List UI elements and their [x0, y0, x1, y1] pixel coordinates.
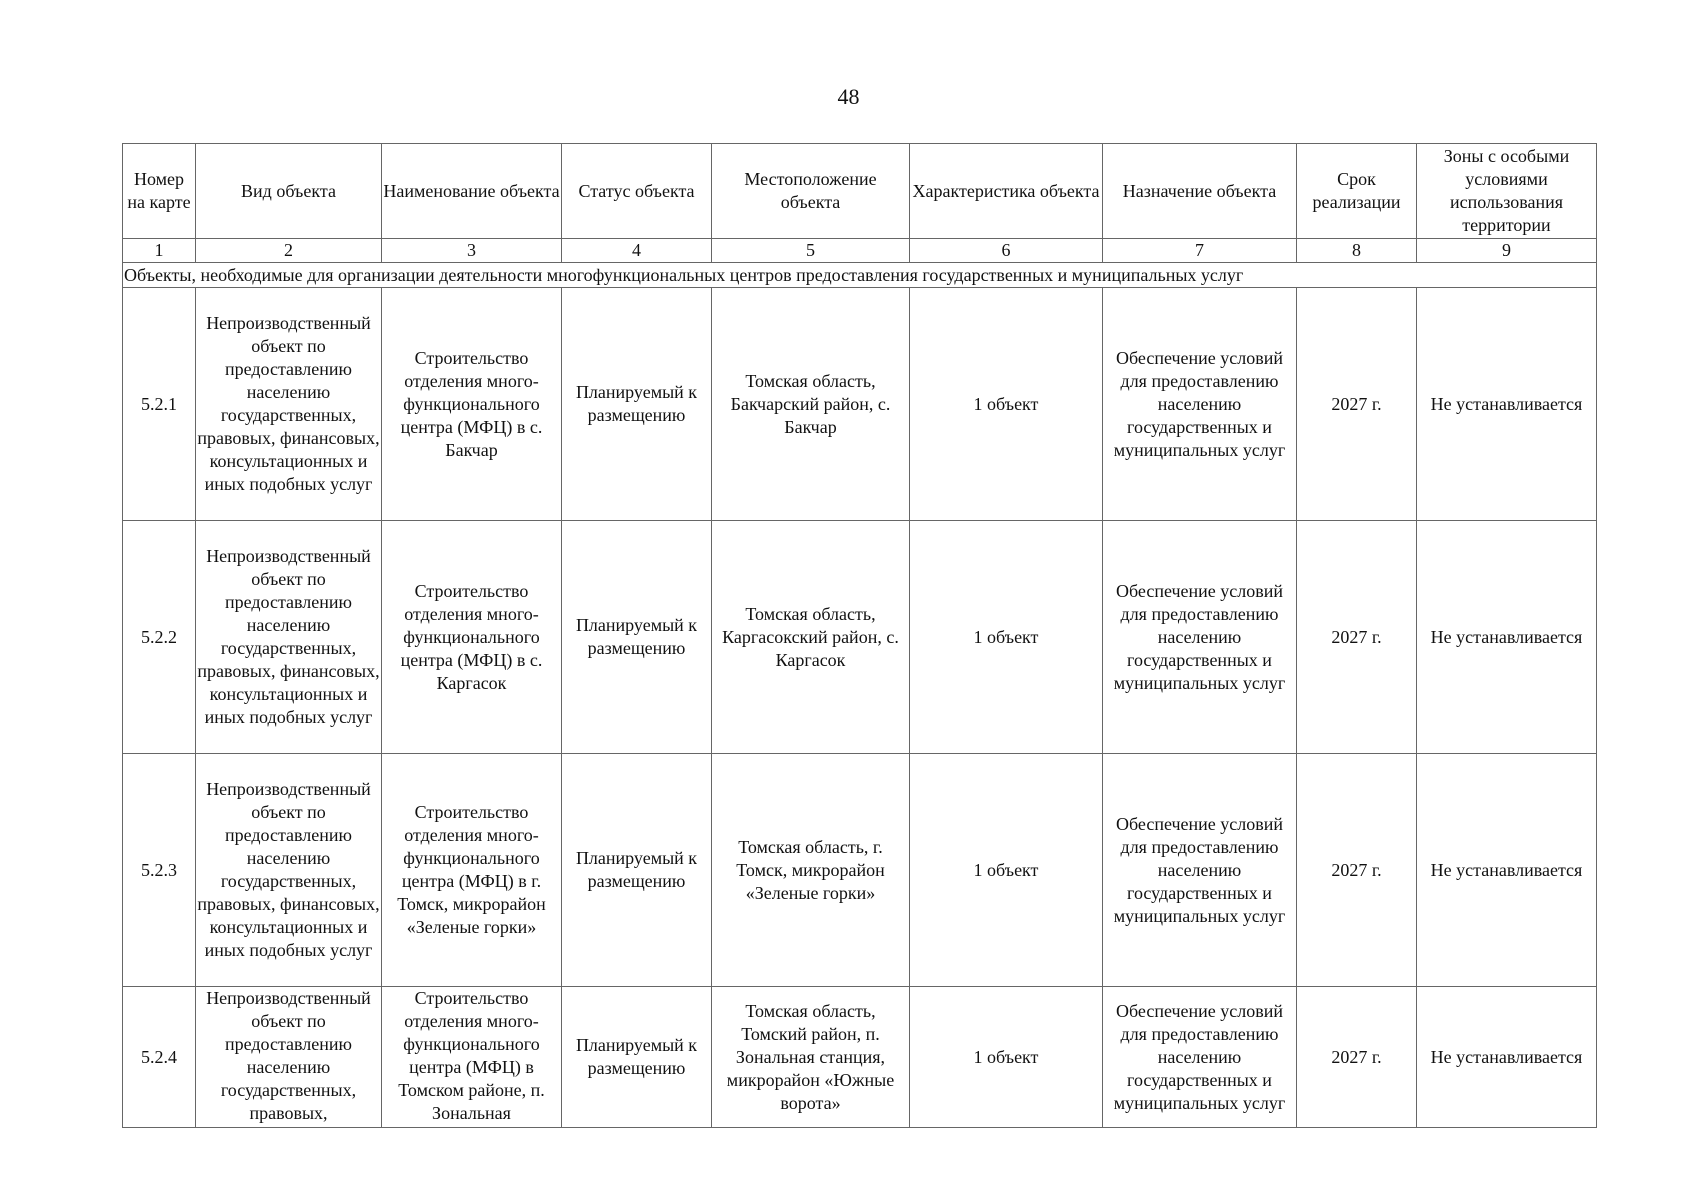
cell-term: 2027 г.: [1297, 521, 1417, 754]
cell-name: Строительство отделения много-функционального центра (МФЦ) в г. Томск, микрорайон «Зеленые горки»: [382, 754, 562, 987]
cell-location: Томская область, г. Томск, микрорайон «Зеленые горки»: [712, 754, 910, 987]
cell-purpose: Обеспечение условий для предоставлению населению государственных и муниципальных услуг: [1103, 754, 1297, 987]
cell-kind: Непроизводственный объект по предоставлению населению государственных, правовых,: [196, 987, 382, 1128]
header-cell: Назначение объекта: [1103, 144, 1297, 239]
column-number: 5: [712, 239, 910, 263]
cell-status: Планируемый к размещению: [562, 288, 712, 521]
column-number: 6: [910, 239, 1103, 263]
cell-name: Строительство отделения много-функционального центра (МФЦ) в с. Каргасок: [382, 521, 562, 754]
cell-kind: Непроизводственный объект по предоставлению населению государственных, правовых, финансовых, консультационных и иных подобных услуг: [196, 521, 382, 754]
header-cell: Наименование объекта: [382, 144, 562, 239]
header-cell: Зоны с особыми условиями использования территории: [1417, 144, 1597, 239]
cell-location: Томская область, Каргасокский район, с. Каргасок: [712, 521, 910, 754]
table-row: [123, 521, 1597, 754]
column-number: 3: [382, 239, 562, 263]
cell-status: Планируемый к размещению: [562, 521, 712, 754]
table-row: [123, 288, 1597, 521]
cell-kind: Непроизводственный объект по предоставлению населению государственных, правовых, финансовых, консультационных и иных подобных услуг: [196, 288, 382, 521]
table-header-row: [123, 144, 1597, 239]
column-number-row: [123, 239, 1597, 263]
cell-number: 5.2.2: [123, 521, 196, 754]
cell-status: Планируемый к размещению: [562, 754, 712, 987]
cell-purpose: Обеспечение условий для предоставлению населению государственных и муниципальных услуг: [1103, 521, 1297, 754]
cell-status: Планируемый к размещению: [562, 987, 712, 1128]
cell-term: 2027 г.: [1297, 754, 1417, 987]
header-cell: Вид объекта: [196, 144, 382, 239]
cell-number: 5.2.4: [123, 987, 196, 1128]
cell-characteristic: 1 объект: [910, 521, 1103, 754]
cell-zones: Не устанавливается: [1417, 754, 1597, 987]
table-row: [123, 987, 1597, 1128]
header-cell: Срок реализации: [1297, 144, 1417, 239]
cell-name: Строительство отделения много-функционального центра (МФЦ) в Томском районе, п. Зональная: [382, 987, 562, 1128]
cell-term: 2027 г.: [1297, 288, 1417, 521]
header-cell: Статус объекта: [562, 144, 712, 239]
column-number: 7: [1103, 239, 1297, 263]
cell-purpose: Обеспечение условий для предоставлению населению государственных и муниципальных услуг: [1103, 288, 1297, 521]
page-number: 48: [837, 84, 860, 109]
column-number: 4: [562, 239, 712, 263]
cell-name: Строительство отделения много-функционального центра (МФЦ) в с. Бакчар: [382, 288, 562, 521]
column-number: 2: [196, 239, 382, 263]
cell-location: Томская область, Томский район, п. Зональная станция, микрорайон «Южные ворота»: [712, 987, 910, 1128]
cell-number: 5.2.3: [123, 754, 196, 987]
cell-zones: Не устанавливается: [1417, 987, 1597, 1128]
cell-purpose: Обеспечение условий для предоставлению населению государственных и муниципальных услуг: [1103, 987, 1297, 1128]
cell-kind: Непроизводственный объект по предоставлению населению государственных, правовых, финансовых, консультационных и иных подобных услуг: [196, 754, 382, 987]
objects-table: [122, 143, 1597, 1128]
table-row: [123, 754, 1597, 987]
section-row: [123, 263, 1597, 288]
column-number: 1: [123, 239, 196, 263]
cell-location: Томская область, Бакчарский район, с. Бакчар: [712, 288, 910, 521]
cell-zones: Не устанавливается: [1417, 521, 1597, 754]
cell-characteristic: 1 объект: [910, 754, 1103, 987]
cell-term: 2027 г.: [1297, 987, 1417, 1128]
header-cell: Номер на карте: [123, 144, 196, 239]
cell-zones: Не устанавливается: [1417, 288, 1597, 521]
cell-characteristic: 1 объект: [910, 288, 1103, 521]
header-cell: Местоположение объекта: [712, 144, 910, 239]
column-number: 9: [1417, 239, 1597, 263]
section-title: Объекты, необходимые для организации деятельности многофункциональных центров предоставления государственных и муниципальных услуг: [123, 263, 1597, 288]
header-cell: Характеристика объекта: [910, 144, 1103, 239]
cell-characteristic: 1 объект: [910, 987, 1103, 1128]
cell-number: 5.2.1: [123, 288, 196, 521]
column-number: 8: [1297, 239, 1417, 263]
